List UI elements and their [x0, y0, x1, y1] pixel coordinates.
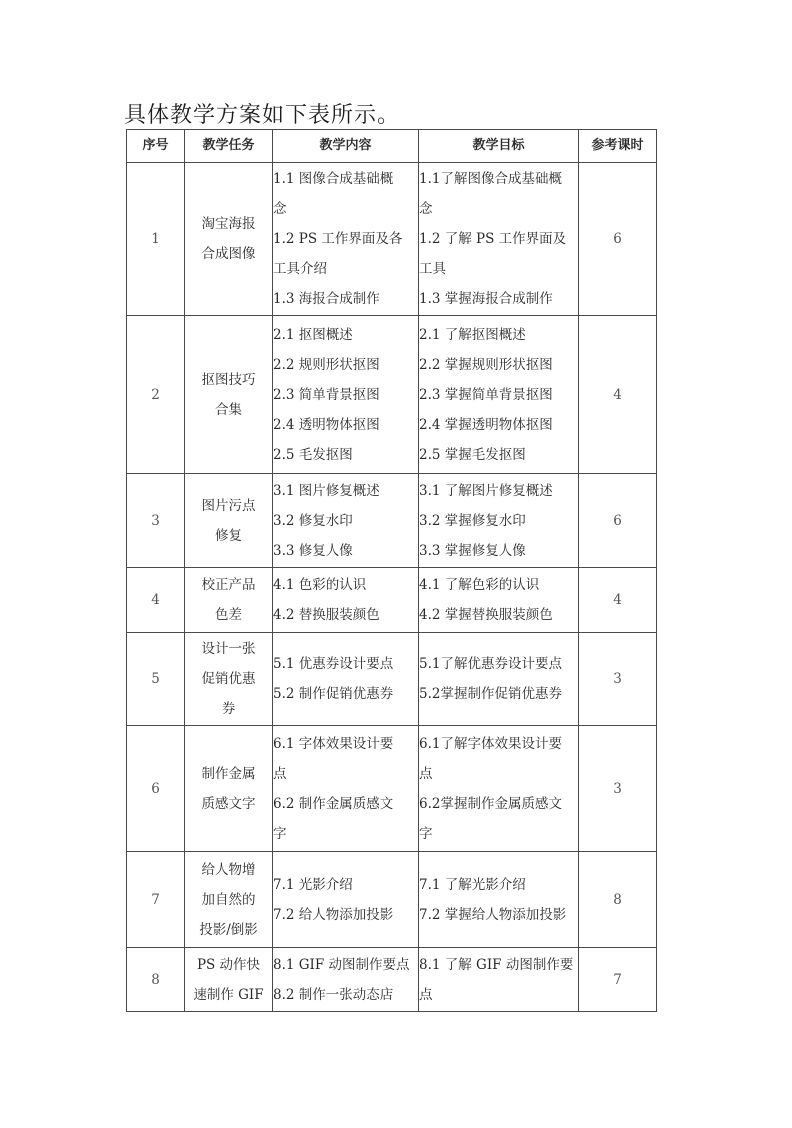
content-cell: [273, 948, 419, 1012]
hours-cell: 4: [579, 568, 657, 633]
task-line: 图片污点: [201, 497, 256, 514]
table-row: [127, 316, 657, 474]
content-cell: [273, 633, 419, 726]
task-cell: [185, 948, 273, 1012]
table-row: [127, 163, 657, 316]
hours-cell: 3: [579, 726, 657, 852]
goal-line: 工具: [419, 261, 446, 277]
goal-line: 7.1 了解光影介绍: [419, 876, 526, 893]
content-cell: [273, 726, 419, 852]
hours-cell: 8: [579, 852, 657, 948]
header-content: 教学内容: [273, 130, 419, 163]
task-line: 色差: [215, 607, 242, 623]
content-line: 字: [273, 825, 287, 842]
content-line: 3.1 图片修复概述: [273, 482, 380, 499]
goal-line: 6.2掌握制作金属质感文: [419, 795, 562, 812]
content-line: 6.1 字体效果设计要: [273, 735, 394, 752]
table-row: [127, 568, 657, 633]
task-line: 淘宝海报: [201, 216, 256, 232]
content-line: 念: [273, 201, 287, 217]
row-number: 2: [127, 316, 185, 474]
goal-cell: [419, 633, 579, 726]
goal-line: 念: [419, 201, 433, 217]
goal-cell: [419, 726, 579, 852]
table-row: [127, 633, 657, 726]
content-line: 1.3 海报合成制作: [273, 291, 380, 307]
content-line: 4.2 替换服装颜色: [273, 607, 380, 623]
content-line: 6.2 制作金属质感文: [273, 795, 394, 812]
row-number: 8: [127, 948, 185, 1012]
table-row: [127, 948, 657, 1012]
content-line: 4.1 色彩的认识: [273, 577, 367, 593]
task-line: 校正产品: [201, 577, 256, 593]
content-line: 2.1 抠图概述: [273, 326, 353, 343]
content-line: 8.1 GIF 动图制作要点: [273, 956, 410, 973]
task-cell: [185, 633, 273, 726]
content-line: 7.1 光影介绍: [273, 876, 353, 893]
content-line: 5.1 优惠券设计要点: [273, 656, 394, 672]
goal-line: 4.2 掌握替换服装颜色: [419, 607, 553, 623]
goal-cell: [419, 316, 579, 474]
table-row: [127, 852, 657, 948]
task-line: 给人物增: [201, 861, 256, 878]
hours-cell: 3: [579, 633, 657, 726]
task-line: 券: [221, 701, 236, 717]
task-cell: [185, 568, 273, 633]
task-cell: [185, 852, 273, 948]
content-line: 7.2 给人物添加投影: [273, 906, 394, 923]
content-line: 2.3 简单背景抠图: [273, 386, 380, 403]
goal-line: 3.3 掌握修复人像: [419, 542, 526, 559]
goal-cell: [419, 948, 579, 1012]
content-line: 点: [273, 765, 287, 782]
goal-line: 点: [419, 986, 433, 1003]
goal-line: 2.2 掌握规则形状抠图: [419, 356, 553, 373]
row-number: 3: [127, 474, 185, 568]
content-line: 1.1 图像合成基础概: [273, 171, 394, 187]
table-row: [127, 726, 657, 852]
header-number: 序号: [127, 130, 185, 163]
content-cell: [273, 568, 419, 633]
content-line: 8.2 制作一张动态店: [273, 986, 394, 1003]
intro-text: 具体教学方案如下表所示。: [124, 103, 401, 128]
content-line: 2.2 规则形状抠图: [273, 356, 380, 373]
goal-line: 字: [419, 825, 433, 842]
content-line: 工具介绍: [273, 261, 327, 277]
goal-line: 2.5 掌握毛发抠图: [419, 446, 526, 463]
task-line: 促销优惠: [201, 671, 256, 687]
goal-line: 8.1 了解 GIF 动图制作要: [419, 956, 574, 973]
goal-line: 5.2掌握制作促销优惠券: [419, 686, 562, 702]
goal-line: 1.3 掌握海报合成制作: [419, 291, 553, 307]
goal-line: 2.4 掌握透明物体抠图: [419, 416, 553, 433]
task-line: 质感文字: [201, 795, 256, 812]
content-cell: [273, 852, 419, 948]
content-cell: [273, 316, 419, 474]
table-header: [127, 130, 657, 163]
table-body: [127, 163, 657, 1012]
goal-line: 3.2 掌握修复水印: [419, 512, 526, 529]
goal-cell: [419, 163, 579, 316]
goal-line: 1.2 了解 PS 工作界面及: [419, 231, 567, 247]
task-line: 加自然的: [201, 891, 256, 908]
task-line: 修复: [215, 527, 242, 544]
task-line: 设计一张: [201, 641, 256, 657]
row-number: 5: [127, 633, 185, 726]
goal-line: 6.1了解字体效果设计要: [419, 735, 562, 752]
task-line: 抠图技巧: [201, 371, 256, 388]
header-goal: 教学目标: [419, 130, 579, 163]
task-line: 投影/倒影: [199, 921, 258, 938]
goal-line: 7.2 掌握给人物添加投影: [419, 906, 567, 923]
task-cell: [185, 316, 273, 474]
hours-cell: 4: [579, 316, 657, 474]
table-header-row: [127, 130, 657, 163]
goal-line: 点: [419, 765, 433, 782]
goal-line: 2.3 掌握简单背景抠图: [419, 386, 553, 403]
goal-line: 2.1 了解抠图概述: [419, 326, 526, 343]
task-line: 合集: [215, 401, 242, 418]
task-cell: [185, 474, 273, 568]
goal-cell: [419, 852, 579, 948]
goal-cell: [419, 474, 579, 568]
hours-cell: 6: [579, 163, 657, 316]
task-cell: [185, 163, 273, 316]
goal-line: 4.1 了解色彩的认识: [419, 577, 540, 593]
row-number: 1: [127, 163, 185, 316]
header-task: 教学任务: [185, 130, 273, 163]
content-cell: [273, 474, 419, 568]
content-line: 2.4 透明物体抠图: [273, 416, 380, 433]
row-number: 7: [127, 852, 185, 948]
goal-line: 1.1了解图像合成基础概: [419, 171, 562, 187]
content-line: 5.2 制作促销优惠券: [273, 686, 394, 702]
task-cell: [185, 726, 273, 852]
content-line: 3.2 修复水印: [273, 512, 353, 529]
hours-cell: 6: [579, 474, 657, 568]
row-number: 6: [127, 726, 185, 852]
header-hours: 参考课时: [579, 130, 657, 163]
goal-cell: [419, 568, 579, 633]
goal-line: 5.1了解优惠券设计要点: [419, 656, 562, 672]
task-line: 制作金属: [201, 765, 256, 782]
content-line: 3.3 修复人像: [273, 542, 353, 559]
content-line: 2.5 毛发抠图: [273, 446, 353, 463]
table-row: [127, 474, 657, 568]
goal-line: 3.1 了解图片修复概述: [419, 482, 553, 499]
row-number: 4: [127, 568, 185, 633]
content-line: 1.2 PS 工作界面及各: [273, 231, 403, 247]
task-line: 速制作 GIF: [193, 986, 264, 1003]
task-line: 合成图像: [201, 246, 256, 262]
content-cell: [273, 163, 419, 316]
teaching-plan-table: [126, 129, 657, 1012]
task-line: PS 动作快: [196, 956, 261, 973]
hours-cell: 7: [579, 948, 657, 1012]
